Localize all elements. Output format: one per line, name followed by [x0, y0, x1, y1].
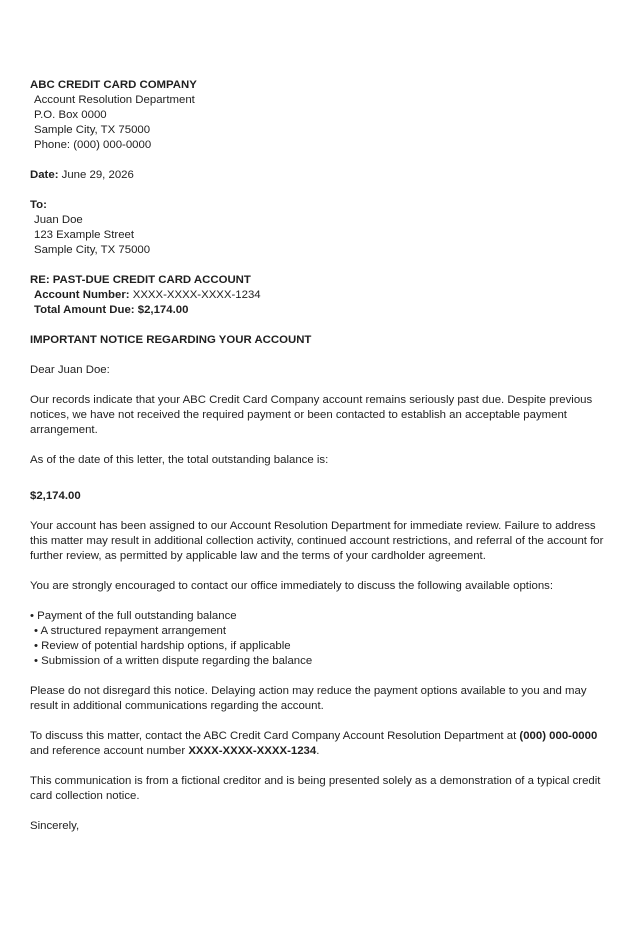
letter-page [30, 78, 615, 834]
options-list [30, 609, 615, 669]
paragraph-options-intro: You are strongly encouraged to contact our office immediately to discuss the following available options: [30, 580, 554, 592]
paragraph-balance-intro: As of the date of this letter, the total outstanding balance is: [30, 454, 329, 466]
letter-date [30, 168, 615, 183]
company-phone: Phone: (000) 000-0000 [34, 139, 152, 151]
paragraph-records: Our records indicate that your ABC Credit Card Company account remains seriously past due. Despite previous notices, we have not received the required payment or been contacted to establish an acceptable payment arrangement. [30, 394, 593, 436]
salutation: Dear Juan Doe: [30, 364, 110, 376]
list-item: • A structured repayment arrangement [34, 625, 227, 637]
paragraph-contact [30, 729, 615, 759]
recipient-street: 123 Example Street [34, 229, 135, 241]
date-value: June 29, 2026 [58, 169, 134, 181]
list-item: • Review of potential hardship options, if applicable [34, 640, 291, 652]
sender-block [30, 78, 615, 153]
notice-heading: IMPORTANT NOTICE REGARDING YOUR ACCOUNT [30, 334, 312, 346]
paragraph-disclaimer: This communication is from a fictional creditor and is being presented solely as a demonstration of a typical credit card collection notice. [30, 775, 601, 802]
account-number-line [30, 288, 615, 303]
list-item: • Submission of a written dispute regarding the balance [34, 655, 313, 667]
recipient-label: To: [30, 199, 47, 211]
paragraph-assignment: Your account has been assigned to our Account Resolution Department for immediate review. Failure to address this matter may result in additional collection activity, continued account restrictions, and referral of the account for further review, as permitted by applicable law and the terms of your cardholder agreement. [30, 520, 604, 562]
paragraph-warning: Please do not disregard this notice. Delaying action may reduce the payment options available to you and may result in additional communications regarding the account. [30, 685, 587, 712]
re-title: RE: PAST-DUE CREDIT CARD ACCOUNT [30, 274, 251, 286]
contact-text-b: and reference account number [30, 745, 189, 757]
recipient-name: Juan Doe [34, 214, 83, 226]
date-label: Date: [30, 169, 59, 181]
total-amount-due: Total Amount Due: $2,174.00 [34, 304, 189, 316]
contact-phone: (000) 000-0000 [519, 730, 598, 742]
recipient-block [30, 198, 615, 258]
contact-account-number: XXXX-XXXX-XXXX-1234 [188, 745, 317, 757]
re-block [30, 273, 615, 318]
company-po-box: P.O. Box 0000 [34, 109, 107, 121]
contact-text-c: . [316, 745, 320, 757]
contact-text-a: To discuss this matter, contact the ABC Credit Card Company Account Resolution Department at [30, 730, 520, 742]
outstanding-balance: $2,174.00 [30, 490, 81, 502]
company-name: ABC CREDIT CARD COMPANY [30, 79, 197, 91]
recipient-city: Sample City, TX 75000 [34, 244, 151, 256]
company-department: Account Resolution Department [34, 94, 195, 106]
closing: Sincerely, [30, 820, 80, 832]
list-item: • Payment of the full outstanding balance [30, 610, 237, 622]
account-number-label: Account Number: [34, 289, 130, 301]
account-number-value: XXXX-XXXX-XXXX-1234 [129, 289, 261, 301]
company-city: Sample City, TX 75000 [34, 124, 151, 136]
